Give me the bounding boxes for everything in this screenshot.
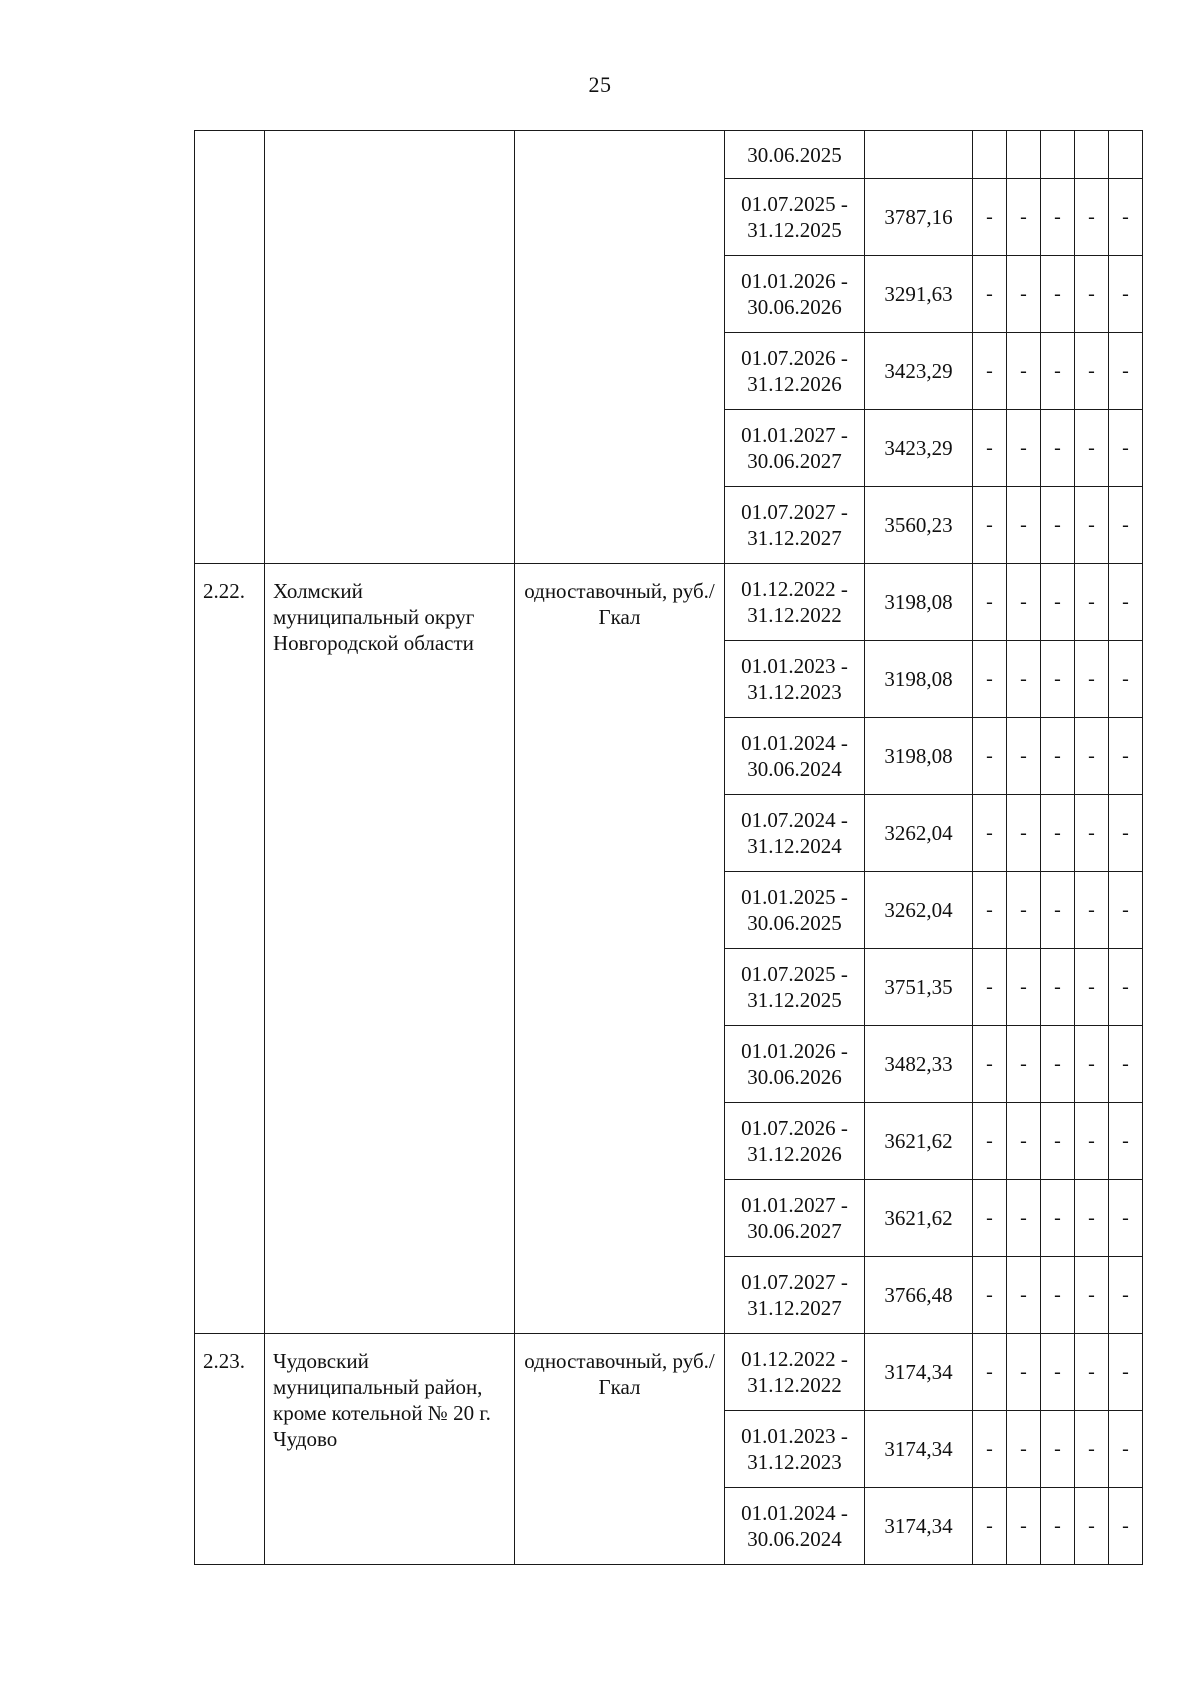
- dash-cell: -: [973, 1488, 1007, 1565]
- tariff-table-body: [195, 131, 1143, 1565]
- period-line: 31.12.2026: [747, 372, 842, 396]
- dash-cell: -: [1041, 641, 1075, 718]
- dash-cell: -: [1075, 333, 1109, 410]
- dash-cell: -: [973, 872, 1007, 949]
- period-cell: [725, 487, 865, 564]
- territory-name-cell: [265, 131, 515, 564]
- tariff-value-cell: 3560,23: [865, 487, 973, 564]
- dash-cell: -: [1075, 1180, 1109, 1257]
- dash-cell: -: [1075, 949, 1109, 1026]
- territory-name-cell: Чудовский муниципальный район, кроме котельной № 20 г. Чудово: [265, 1334, 515, 1565]
- period-line: 30.06.2027: [747, 449, 842, 473]
- dash-cell: -: [1041, 1103, 1075, 1180]
- period-line: 31.12.2022: [747, 1373, 842, 1397]
- tariff-value-cell: 3787,16: [865, 179, 973, 256]
- period-line: 31.12.2023: [747, 680, 842, 704]
- dash-cell: -: [1007, 641, 1041, 718]
- period-cell: [725, 641, 865, 718]
- dash-cell: -: [973, 487, 1007, 564]
- period-line: 01.07.2026 -: [741, 346, 848, 370]
- period-line: 31.12.2023: [747, 1450, 842, 1474]
- dash-cell: -: [1007, 1488, 1041, 1565]
- period-line: 31.12.2022: [747, 603, 842, 627]
- period-cell: [725, 131, 865, 179]
- period-line: 01.12.2022 -: [741, 1347, 848, 1371]
- dash-cell: -: [1041, 1488, 1075, 1565]
- period-cell: [725, 1026, 865, 1103]
- dash-cell: -: [1109, 487, 1143, 564]
- table-row: [195, 1334, 1143, 1411]
- tariff-value-cell: 3174,34: [865, 1411, 973, 1488]
- dash-cell: -: [1041, 333, 1075, 410]
- dash-cell: -: [973, 718, 1007, 795]
- tariff-unit-cell: одноставочный, руб./Гкал: [515, 564, 725, 1334]
- period-line: 30.06.2024: [747, 757, 842, 781]
- dash-cell: -: [973, 949, 1007, 1026]
- dash-cell: -: [973, 1180, 1007, 1257]
- period-line: 01.01.2024 -: [741, 1501, 848, 1525]
- dash-cell: -: [1007, 333, 1041, 410]
- dash-cell: -: [973, 333, 1007, 410]
- period-line: 01.07.2027 -: [741, 500, 848, 524]
- period-cell: [725, 1103, 865, 1180]
- period-line: 31.12.2026: [747, 1142, 842, 1166]
- period-line: 31.12.2027: [747, 1296, 842, 1320]
- dash-cell: -: [973, 795, 1007, 872]
- dash-cell: -: [1041, 1026, 1075, 1103]
- dash-cell: -: [1041, 1257, 1075, 1334]
- tariff-value-cell: 3621,62: [865, 1180, 973, 1257]
- dash-cell: -: [973, 1026, 1007, 1103]
- dash-cell: -: [1075, 1411, 1109, 1488]
- dash-cell: -: [1041, 256, 1075, 333]
- tariff-value-cell: 3262,04: [865, 872, 973, 949]
- tariff-value-cell: [865, 131, 973, 179]
- period-line: 01.01.2027 -: [741, 1193, 848, 1217]
- dash-cell: -: [1109, 718, 1143, 795]
- territory-name-cell: Холмский муниципальный округ Новгородской области: [265, 564, 515, 1334]
- dash-cell: -: [973, 564, 1007, 641]
- period-line: 30.06.2027: [747, 1219, 842, 1243]
- tariff-value-cell: 3198,08: [865, 564, 973, 641]
- period-line: 30.06.2026: [747, 1065, 842, 1089]
- dash-cell: -: [1041, 487, 1075, 564]
- period-line: 01.01.2024 -: [741, 731, 848, 755]
- dash-cell: -: [1007, 1411, 1041, 1488]
- dash-cell: -: [1109, 410, 1143, 487]
- tariff-unit-cell: одноставочный, руб./Гкал: [515, 1334, 725, 1565]
- dash-cell: -: [1075, 1103, 1109, 1180]
- dash-cell: -: [1007, 718, 1041, 795]
- dash-cell: -: [1007, 487, 1041, 564]
- dash-cell: [1075, 131, 1109, 179]
- dash-cell: -: [1007, 872, 1041, 949]
- dash-cell: [1109, 131, 1143, 179]
- dash-cell: -: [1109, 1103, 1143, 1180]
- tariff-value-cell: 3621,62: [865, 1103, 973, 1180]
- period-line: 01.07.2024 -: [741, 808, 848, 832]
- dash-cell: -: [1075, 872, 1109, 949]
- dash-cell: -: [1075, 410, 1109, 487]
- dash-cell: -: [973, 1103, 1007, 1180]
- dash-cell: -: [1109, 564, 1143, 641]
- dash-cell: -: [1109, 949, 1143, 1026]
- dash-cell: -: [973, 179, 1007, 256]
- dash-cell: -: [1075, 487, 1109, 564]
- period-cell: [725, 256, 865, 333]
- period-cell: [725, 410, 865, 487]
- dash-cell: -: [973, 256, 1007, 333]
- period-cell: [725, 1411, 865, 1488]
- dash-cell: -: [1109, 179, 1143, 256]
- dash-cell: -: [1075, 1026, 1109, 1103]
- tariff-value-cell: 3198,08: [865, 718, 973, 795]
- dash-cell: -: [1041, 872, 1075, 949]
- dash-cell: -: [973, 410, 1007, 487]
- tariff-value-cell: 3174,34: [865, 1334, 973, 1411]
- dash-cell: -: [1075, 564, 1109, 641]
- dash-cell: -: [1041, 179, 1075, 256]
- tariff-unit-cell: [515, 131, 725, 564]
- dash-cell: -: [1041, 795, 1075, 872]
- period-cell: [725, 1180, 865, 1257]
- dash-cell: -: [1075, 795, 1109, 872]
- dash-cell: -: [1109, 1180, 1143, 1257]
- period-line: 30.06.2026: [747, 295, 842, 319]
- table-row: [195, 564, 1143, 641]
- dash-cell: -: [1075, 1334, 1109, 1411]
- dash-cell: -: [1075, 256, 1109, 333]
- dash-cell: -: [1109, 333, 1143, 410]
- item-number-cell: [195, 131, 265, 564]
- period-line: 01.01.2023 -: [741, 654, 848, 678]
- period-line: 01.01.2023 -: [741, 1424, 848, 1448]
- period-line: 31.12.2025: [747, 218, 842, 242]
- tariff-value-cell: 3423,29: [865, 333, 973, 410]
- period-line: 01.01.2027 -: [741, 423, 848, 447]
- dash-cell: -: [1109, 1488, 1143, 1565]
- dash-cell: -: [1041, 1334, 1075, 1411]
- dash-cell: -: [1109, 641, 1143, 718]
- dash-cell: -: [1041, 949, 1075, 1026]
- dash-cell: -: [1007, 410, 1041, 487]
- period-line: 01.07.2025 -: [741, 192, 848, 216]
- dash-cell: [1007, 131, 1041, 179]
- dash-cell: -: [1007, 1026, 1041, 1103]
- period-line: 01.07.2026 -: [741, 1116, 848, 1140]
- period-cell: [725, 795, 865, 872]
- dash-cell: -: [1075, 1488, 1109, 1565]
- item-number-cell: 2.22.: [195, 564, 265, 1334]
- tariff-value-cell: 3198,08: [865, 641, 973, 718]
- period-cell: [725, 333, 865, 410]
- dash-cell: -: [1007, 949, 1041, 1026]
- dash-cell: -: [1109, 1257, 1143, 1334]
- dash-cell: -: [1075, 641, 1109, 718]
- tariff-value-cell: 3291,63: [865, 256, 973, 333]
- dash-cell: -: [1007, 1334, 1041, 1411]
- period-line: 01.07.2027 -: [741, 1270, 848, 1294]
- tariff-value-cell: 3766,48: [865, 1257, 973, 1334]
- dash-cell: -: [1109, 1334, 1143, 1411]
- period-cell: [725, 718, 865, 795]
- tariff-table: [194, 130, 1143, 1565]
- dash-cell: -: [1041, 410, 1075, 487]
- period-cell: [725, 949, 865, 1026]
- dash-cell: -: [1109, 1411, 1143, 1488]
- table-row: [195, 131, 1143, 179]
- dash-cell: -: [1007, 795, 1041, 872]
- dash-cell: -: [1007, 256, 1041, 333]
- tariff-value-cell: 3423,29: [865, 410, 973, 487]
- period-line: 01.01.2026 -: [741, 1039, 848, 1063]
- dash-cell: [1041, 131, 1075, 179]
- dash-cell: [973, 131, 1007, 179]
- period-line: 01.12.2022 -: [741, 577, 848, 601]
- dash-cell: -: [1007, 1257, 1041, 1334]
- dash-cell: -: [1041, 1411, 1075, 1488]
- dash-cell: -: [1109, 872, 1143, 949]
- tariff-value-cell: 3751,35: [865, 949, 973, 1026]
- dash-cell: -: [1041, 564, 1075, 641]
- period-cell: [725, 872, 865, 949]
- period-line: 31.12.2027: [747, 526, 842, 550]
- item-number-cell: 2.23.: [195, 1334, 265, 1565]
- period-line: 30.06.2025: [747, 911, 842, 935]
- dash-cell: -: [1007, 1180, 1041, 1257]
- period-line: 30.06.2024: [747, 1527, 842, 1551]
- dash-cell: -: [1007, 1103, 1041, 1180]
- dash-cell: -: [1041, 1180, 1075, 1257]
- dash-cell: -: [1109, 1026, 1143, 1103]
- dash-cell: -: [973, 641, 1007, 718]
- period-cell: [725, 1334, 865, 1411]
- tariff-value-cell: 3482,33: [865, 1026, 973, 1103]
- period-line: 01.01.2025 -: [741, 885, 848, 909]
- dash-cell: -: [1041, 718, 1075, 795]
- dash-cell: -: [1075, 718, 1109, 795]
- period-cell: [725, 1488, 865, 1565]
- period-line: 01.01.2026 -: [741, 269, 848, 293]
- period-line: 31.12.2025: [747, 988, 842, 1012]
- dash-cell: -: [1109, 256, 1143, 333]
- tariff-value-cell: 3262,04: [865, 795, 973, 872]
- period-line: 30.06.2025: [747, 142, 842, 167]
- dash-cell: -: [973, 1257, 1007, 1334]
- period-line: 01.07.2025 -: [741, 962, 848, 986]
- tariff-value-cell: 3174,34: [865, 1488, 973, 1565]
- dash-cell: -: [1109, 795, 1143, 872]
- dash-cell: -: [1007, 179, 1041, 256]
- period-cell: [725, 1257, 865, 1334]
- dash-cell: -: [1075, 179, 1109, 256]
- page-number: 25: [588, 72, 612, 97]
- dash-cell: -: [973, 1411, 1007, 1488]
- period-cell: [725, 179, 865, 256]
- dash-cell: -: [1007, 564, 1041, 641]
- dash-cell: -: [973, 1334, 1007, 1411]
- dash-cell: -: [1075, 1257, 1109, 1334]
- period-line: 31.12.2024: [747, 834, 842, 858]
- period-cell: [725, 564, 865, 641]
